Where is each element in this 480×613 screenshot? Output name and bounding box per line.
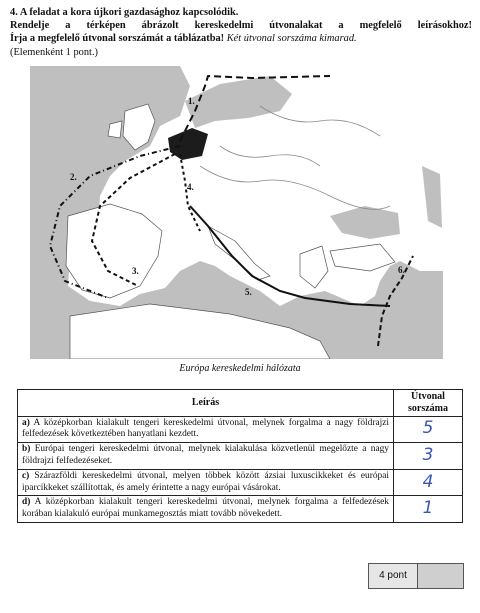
row-a-letter: a) [22,417,30,428]
europe-trade-map [30,66,443,359]
task-instruction-2: Írja a megfelelő útvonal sorszámát a táblázatba! [10,33,225,45]
row-d-answer[interactable]: 1 [394,496,463,523]
score-label: 4 pont [369,564,418,588]
row-b-text: Európai tengeri kereskedelmi útvonal, melynek kialakulása közvetlenül megelőzte a nagy földrajzi felfedezéseket. [22,444,389,466]
points-note: (Elemenként 1 pont.) [10,46,99,58]
row-b-answer[interactable]: 3 [394,443,463,470]
header-description: Leírás [18,390,394,417]
row-c-description [18,469,394,496]
score-box [368,563,464,589]
table-row [18,443,463,470]
row-c-text: Szárazföldi kereskedelmi útvonal, melyen többek között ázsiai luxuscikkeket és európai iparcikkeket szállítottak, és amely érintette a nagy európai vásárokat. [22,470,389,493]
row-d-letter: d) [22,497,31,508]
row-a-text: A középkorban kialakult tengeri kereskedelmi útvonal, melynek forgalma a nagy földrajzi felfedezések következtében hanyatlani kezdett. [22,417,389,440]
row-a-description [18,416,394,443]
route-label-6: 6. [398,265,405,275]
row-a-answer[interactable]: 5 [394,416,463,443]
route-label-4: 4. [187,182,194,192]
row-d-description [18,496,394,523]
row-d-text: A középkorban kialakult tengeri kereskedelmi útvonal, melynek forgalma a felfedezések korában kialakuló európai munkamegosztás miatt tovább növekedett. [22,497,389,520]
task-instruction-2-line [10,32,472,45]
route-label-1: 1. [188,96,195,106]
task-header [10,6,472,59]
route-label-3: 3. [132,266,139,276]
map-svg [30,66,443,359]
table-header-row [18,390,463,417]
header-route-number: Útvonal sorszáma [394,390,463,417]
task-instruction-2-note: Két útvonal sorszáma kimarad. [226,33,357,45]
route-label-2: 2. [70,172,77,182]
row-b-description [18,443,394,470]
table-row [18,416,463,443]
task-instruction-1: Rendelje a térképen ábrázolt kereskedelmi útvonalakat a megfelelő leírásokhoz! [10,20,472,32]
table-row [18,469,463,496]
route-label-5: 5. [245,287,252,297]
score-entry-field[interactable] [418,564,463,588]
row-c-letter: c) [22,470,30,481]
row-b-letter: b) [22,444,31,455]
task-title: 4. A feladat a kora újkori gazdasághoz kapcsolódik. [10,7,239,18]
routes-table [17,389,463,523]
row-c-answer[interactable]: 4 [394,469,463,496]
table-row [18,496,463,523]
map-caption: Európa kereskedelmi hálózata [179,363,301,374]
